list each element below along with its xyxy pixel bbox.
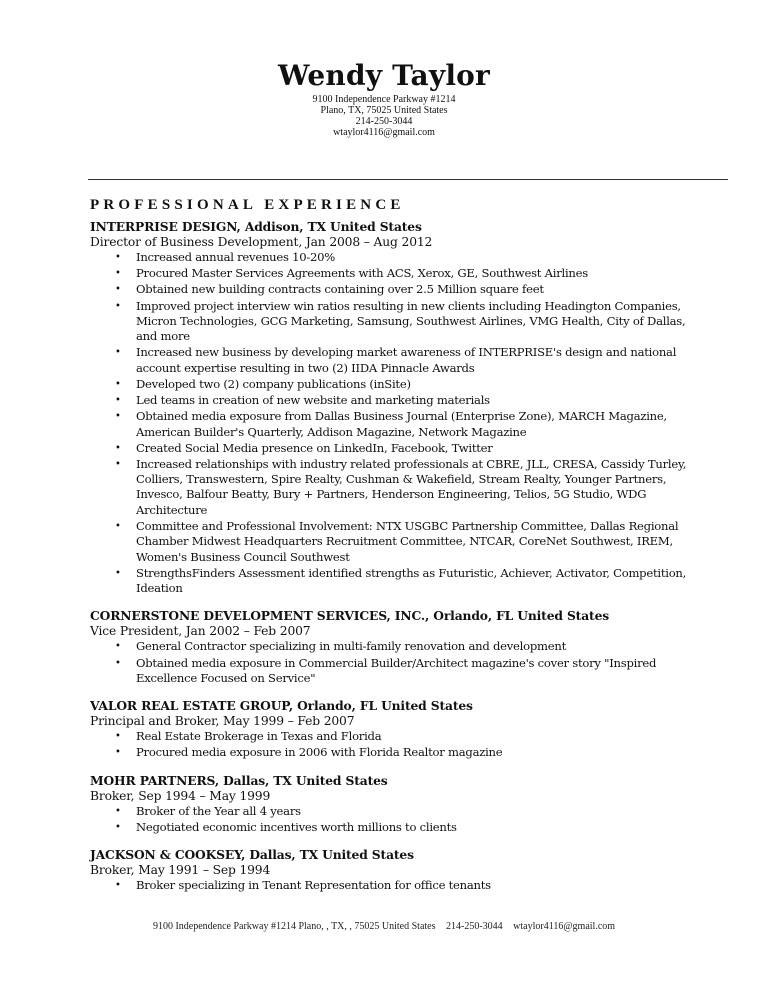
bullet-text: Obtained media exposure in Commercial Builder/Architect magazine's cover story "Inspired Excellence Focused on Service" bbox=[136, 655, 657, 685]
bullet-dot-icon: • bbox=[115, 747, 121, 759]
bullet-text: General Contractor specializing in multi-family renovation and development bbox=[136, 639, 566, 654]
bullet-text: Obtained media exposure from Dallas Business Journal (Enterprise Zone), MARCH Magazine, American Builder's Quarterly, Addison Magazine, Network Magazine bbox=[136, 409, 667, 439]
bullet-dot-icon: • bbox=[115, 378, 121, 390]
job-company: MOHR PARTNERS, Dallas, TX United States bbox=[90, 772, 388, 788]
bullet-item bbox=[90, 729, 690, 744]
job-company: VALOR REAL ESTATE GROUP, Orlando, FL United States bbox=[90, 698, 473, 714]
bullet-item bbox=[90, 393, 690, 408]
bullet-dot-icon: • bbox=[115, 300, 121, 312]
bullet-item bbox=[90, 441, 690, 456]
bullet-item bbox=[90, 519, 690, 565]
bullet-dot-icon: • bbox=[115, 458, 121, 470]
bullet-item bbox=[90, 299, 690, 345]
address-line-1: 9100 Independence Parkway #1214 bbox=[312, 94, 456, 105]
bullet-dot-icon: • bbox=[115, 411, 121, 423]
job-role: Broker, May 1991 – Sep 1994 bbox=[90, 863, 271, 878]
bullet-item bbox=[90, 409, 690, 440]
bullet-text: Created Social Media presence on LinkedIn, Facebook, Twitter bbox=[136, 440, 493, 455]
bullet-dot-icon: • bbox=[115, 880, 121, 892]
job-entry bbox=[90, 847, 690, 893]
job-bullet-list bbox=[90, 804, 690, 835]
bullet-dot-icon: • bbox=[115, 805, 121, 817]
footer-email: wtaylor4116@gmail.com bbox=[513, 921, 616, 932]
bullet-item bbox=[90, 878, 690, 893]
bullet-item bbox=[90, 639, 690, 654]
job-bullet-list bbox=[90, 639, 690, 686]
bullet-text: Developed two (2) company publications (inSite) bbox=[136, 376, 411, 391]
bullet-dot-icon: • bbox=[115, 567, 121, 579]
bullet-dot-icon: • bbox=[115, 347, 121, 359]
email-address: wtaylor4116@gmail.com bbox=[333, 127, 435, 138]
bullet-item bbox=[90, 804, 690, 819]
job-entry bbox=[90, 773, 690, 835]
job-company: JACKSON & COOKSEY, Dallas, TX United States bbox=[90, 847, 414, 863]
candidate-name: Wendy Taylor bbox=[278, 59, 490, 92]
bullet-dot-icon: • bbox=[115, 641, 121, 653]
phone-number: 214-250-3044 bbox=[355, 116, 413, 127]
bullet-dot-icon: • bbox=[115, 268, 121, 280]
bullet-dot-icon: • bbox=[115, 520, 121, 532]
bullet-dot-icon: • bbox=[115, 395, 121, 407]
job-role: Broker, Sep 1994 – May 1999 bbox=[90, 788, 271, 803]
bullet-item bbox=[90, 457, 690, 518]
bullet-item bbox=[90, 566, 690, 597]
bullet-dot-icon: • bbox=[115, 731, 121, 743]
bullet-text: StrengthsFinders Assessment identified strengths as Futuristic, Achiever, Activator, Competition, Ideation bbox=[136, 565, 687, 596]
job-company: CORNERSTONE DEVELOPMENT SERVICES, INC., Orlando, FL United States bbox=[90, 608, 610, 624]
job-bullet-list bbox=[90, 729, 690, 760]
job-role: Principal and Broker, May 1999 – Feb 2007 bbox=[90, 714, 355, 729]
section-title-experience: PROFESSIONAL EXPERIENCE bbox=[90, 197, 405, 213]
footer-address: 9100 Independence Parkway #1214 Plano, , TX, , 75025 United States bbox=[152, 921, 436, 932]
job-company: INTERPRISE DESIGN, Addison, TX United States bbox=[90, 219, 422, 234]
bullet-dot-icon: • bbox=[115, 252, 121, 263]
job-bullet-list bbox=[90, 878, 690, 893]
bullet-item bbox=[90, 282, 690, 297]
bullet-text: Broker of the Year all 4 years bbox=[136, 803, 301, 818]
bullet-text: Negotiated economic incentives worth millions to clients bbox=[136, 819, 457, 834]
bullet-dot-icon: • bbox=[115, 442, 121, 454]
bullet-text: Increased relationships with industry related professionals at CBRE, JLL, CRESA, Cassidy Turley, Colliers, Transwestern, Spire Realty, Cushman & Wakefield, Stream Realty, Younger Partners, Invesco, Balfour Beatty, Bury + Partners, Henderson Engineering, Telios, 5G Studio, WDG Architecture bbox=[136, 456, 687, 517]
job-bullet-list bbox=[90, 250, 690, 596]
header-divider bbox=[88, 179, 728, 180]
footer-phone: 214-250-3044 bbox=[446, 921, 503, 932]
bullet-text: Procured media exposure in 2006 with Florida Realtor magazine bbox=[136, 745, 503, 760]
job-entry bbox=[90, 219, 690, 596]
address-line-2: Plano, TX, 75025 United States bbox=[320, 105, 448, 116]
bullet-item bbox=[90, 345, 690, 376]
bullet-item bbox=[90, 377, 690, 392]
bullet-text: Committee and Professional Involvement: NTX USGBC Partnership Committee, Dallas Regional Chamber Midwest Headquarters Recruitment Committee, NTCAR, CoreNet Southwest, IREM, Women's Business Council Southwest bbox=[136, 518, 679, 564]
bullet-text: Improved project interview win ratios resulting in new clients including Headington Companies, Micron Technologies, GCG Marketing, Samsung, Southwest Airlines, VMG Health, City of Dallas, and more bbox=[136, 298, 686, 344]
bullet-text: Increased new business by developing market awareness of INTERPRISE's design and national account expertise resulting in two (2) IIDA Pinnacle Awards bbox=[136, 345, 677, 375]
bullet-dot-icon: • bbox=[115, 284, 121, 296]
job-entry bbox=[90, 608, 690, 686]
bullet-text: Obtained new building contracts containing over 2.5 Million square feet bbox=[136, 282, 544, 297]
bullet-item bbox=[90, 266, 690, 281]
bullet-dot-icon: • bbox=[115, 821, 121, 833]
bullet-text: Broker specializing in Tenant Representation for office tenants bbox=[136, 878, 491, 893]
bullet-text: Led teams in creation of new website and marketing materials bbox=[136, 393, 490, 408]
bullet-item bbox=[90, 745, 690, 760]
bullet-item bbox=[90, 656, 690, 687]
bullet-dot-icon: • bbox=[115, 657, 121, 669]
experience-list bbox=[90, 219, 690, 905]
job-role: Vice President, Jan 2002 – Feb 2007 bbox=[90, 624, 311, 639]
bullet-text: Procured Master Services Agreements with ACS, Xerox, GE, Southwest Airlines bbox=[136, 266, 588, 281]
bullet-text: Real Estate Brokerage in Texas and Florida bbox=[136, 729, 382, 744]
page-footer bbox=[0, 921, 768, 933]
contact-block bbox=[282, 94, 486, 138]
job-entry bbox=[90, 698, 690, 760]
bullet-item bbox=[90, 250, 690, 265]
bullet-item bbox=[90, 820, 690, 835]
job-role: Director of Business Development, Jan 2008 – Aug 2012 bbox=[90, 235, 433, 249]
bullet-text: Increased annual revenues 10-20% bbox=[136, 250, 336, 264]
